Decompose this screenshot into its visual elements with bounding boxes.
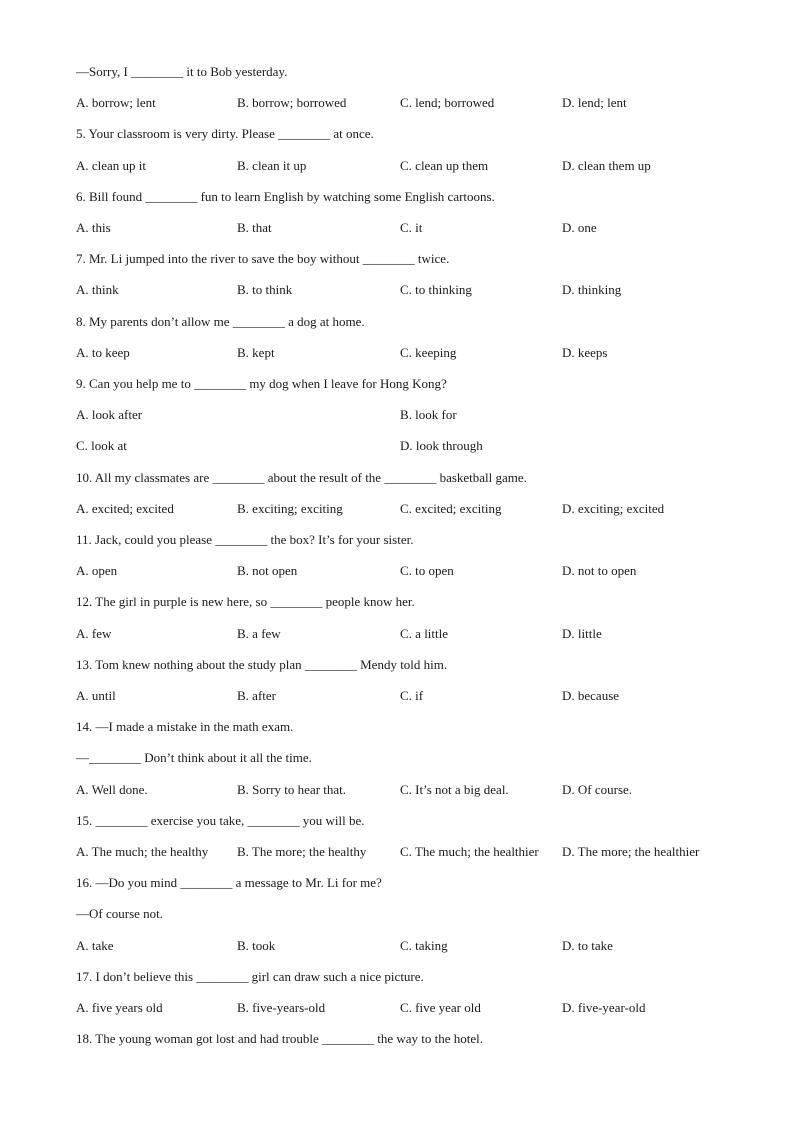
answer-option: B. clean it up xyxy=(237,158,307,173)
answer-option: C. clean up them xyxy=(400,158,489,173)
answer-options-row xyxy=(76,781,756,799)
answer-option: C. keeping xyxy=(400,345,457,360)
answer-option: C. to open xyxy=(400,563,454,578)
answer-option: B. The more; the healthy xyxy=(237,844,367,859)
question-line: —Of course not. xyxy=(76,906,164,921)
answer-option: B. after xyxy=(237,688,276,703)
answer-option: C. It’s not a big deal. xyxy=(400,782,509,797)
answer-options-row xyxy=(76,281,756,299)
question-line: —Sorry, I ________ it to Bob yesterday. xyxy=(76,64,288,79)
answer-option: A. think xyxy=(76,282,119,297)
answer-option: B. exciting; exciting xyxy=(237,501,343,516)
question-line: 10. All my classmates are ________ about the result of the ________ basketball game. xyxy=(76,470,527,485)
answer-option: C. it xyxy=(400,220,423,235)
question-line: 12. The girl in purple is new here, so ________ people know her. xyxy=(76,594,415,609)
question-line: —________ Don’t think about it all the time. xyxy=(76,750,312,765)
answer-option: B. Sorry to hear that. xyxy=(237,782,347,797)
answer-option: D. because xyxy=(562,688,620,703)
question-line: 18. The young woman got lost and had trouble ________ the way to the hotel. xyxy=(76,1031,484,1046)
answer-option: A. borrow; lent xyxy=(76,95,156,110)
answer-option: C. The much; the healthier xyxy=(400,844,539,859)
answer-option: A. clean up it xyxy=(76,158,147,173)
answer-option: A. take xyxy=(76,938,114,953)
answer-option: D. look through xyxy=(400,438,483,453)
answer-option: C. five year old xyxy=(400,1000,481,1015)
question-line: 15. ________ exercise you take, ________ you will be. xyxy=(76,813,365,828)
answer-option: A. The much; the healthy xyxy=(76,844,209,859)
answer-option: A. few xyxy=(76,626,112,641)
answer-options-row xyxy=(76,625,756,643)
answer-option: D. lend; lent xyxy=(562,95,627,110)
answer-option: B. look for xyxy=(400,407,457,422)
answer-options-row xyxy=(76,999,756,1017)
question-line: 11. Jack, could you please ________ the box? It’s for your sister. xyxy=(76,532,414,547)
answer-option: B. that xyxy=(237,220,272,235)
answer-option: A. five years old xyxy=(76,1000,163,1015)
answer-option: C. excited; exciting xyxy=(400,501,502,516)
answer-options-row xyxy=(76,406,756,424)
question-line: 13. Tom knew nothing about the study plan ________ Mendy told him. xyxy=(76,657,448,672)
answer-option: C. if xyxy=(400,688,424,703)
answer-option: A. Well done. xyxy=(76,782,148,797)
answer-options-row xyxy=(76,219,756,237)
question-line: 6. Bill found ________ fun to learn English by watching some English cartoons. xyxy=(76,189,495,204)
answer-option: D. little xyxy=(562,626,602,641)
answer-option: D. not to open xyxy=(562,563,637,578)
answer-options-row xyxy=(76,157,756,175)
answer-option: A. excited; excited xyxy=(76,501,174,516)
answer-options-row xyxy=(76,937,756,955)
answer-option: B. not open xyxy=(237,563,298,578)
answer-option: C. lend; borrowed xyxy=(400,95,495,110)
answer-option: A. until xyxy=(76,688,116,703)
answer-options-row xyxy=(76,94,756,112)
answer-option: D. thinking xyxy=(562,282,622,297)
question-line: 5. Your classroom is very dirty. Please ________ at once. xyxy=(76,126,374,141)
answer-option: C. taking xyxy=(400,938,448,953)
answer-option: D. keeps xyxy=(562,345,608,360)
answer-option: B. a few xyxy=(237,626,281,641)
answer-option: B. took xyxy=(237,938,276,953)
answer-options-row xyxy=(76,344,756,362)
answer-option: A. to keep xyxy=(76,345,130,360)
answer-option: C. look at xyxy=(76,438,127,453)
answer-option: C. to thinking xyxy=(400,282,472,297)
answer-option: D. exciting; excited xyxy=(562,501,665,516)
question-line: 7. Mr. Li jumped into the river to save the boy without ________ twice. xyxy=(76,251,450,266)
answer-options-row xyxy=(76,437,756,455)
question-line: 17. I don’t believe this ________ girl can draw such a nice picture. xyxy=(76,969,424,984)
answer-option: D. to take xyxy=(562,938,613,953)
answer-option: D. one xyxy=(562,220,597,235)
answer-option: D. The more; the healthier xyxy=(562,844,700,859)
answer-option: B. borrow; borrowed xyxy=(237,95,347,110)
answer-option: A. look after xyxy=(76,407,143,422)
answer-options-row xyxy=(76,500,756,518)
answer-option: D. clean them up xyxy=(562,158,651,173)
answer-option: D. five-year-old xyxy=(562,1000,646,1015)
answer-option: B. kept xyxy=(237,345,275,360)
question-line: 8. My parents don’t allow me ________ a dog at home. xyxy=(76,314,365,329)
answer-options-row xyxy=(76,843,756,861)
question-line: 9. Can you help me to ________ my dog when I leave for Hong Kong? xyxy=(76,376,447,391)
question-line: 16. —Do you mind ________ a message to Mr. Li for me? xyxy=(76,875,382,890)
question-line: 14. —I made a mistake in the math exam. xyxy=(76,719,294,734)
answer-option: D. Of course. xyxy=(562,782,633,797)
answer-option: C. a little xyxy=(400,626,449,641)
answer-option: A. this xyxy=(76,220,111,235)
answer-options-row xyxy=(76,687,756,705)
answer-options-row xyxy=(76,562,756,580)
answer-option: B. five-years-old xyxy=(237,1000,326,1015)
answer-option: A. open xyxy=(76,563,118,578)
answer-option: B. to think xyxy=(237,282,293,297)
